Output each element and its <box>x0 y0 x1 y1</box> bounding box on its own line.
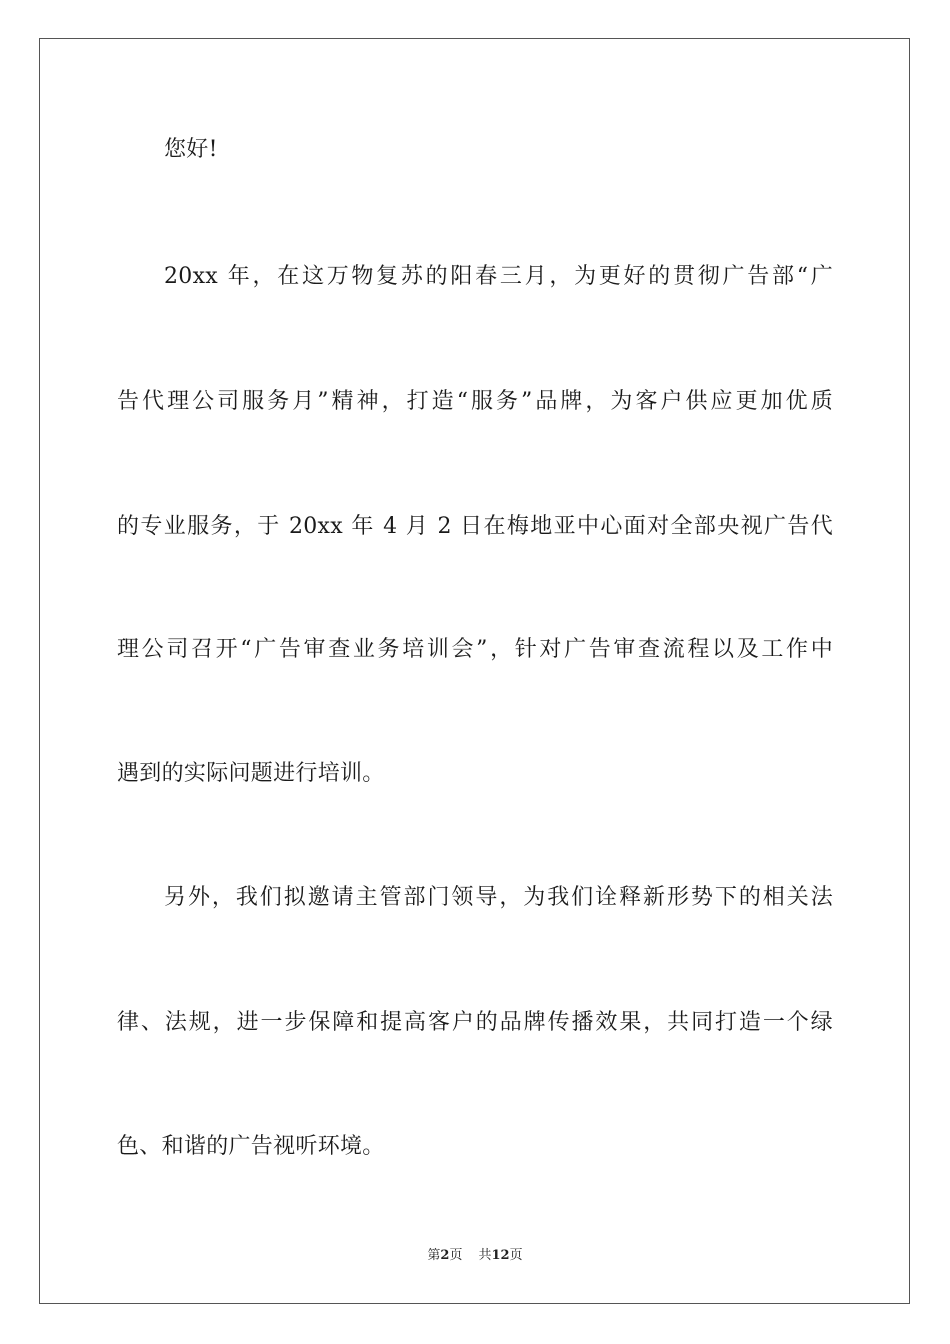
page-suffix: 页 <box>449 1248 463 1263</box>
paragraph-1-line-2: 告代理公司服务月”精神，打造“服务”品牌，为客户供应更加优质 <box>117 389 833 414</box>
paragraph-1-line-4: 理公司召开“广告审查业务培训会”，针对广告审查流程以及工作中 <box>117 637 833 662</box>
total-suffix: 页 <box>509 1248 523 1263</box>
paragraph-2-line-1: 另外，我们拟邀请主管部门领导，为我们诠释新形势下的相关法 <box>164 885 833 910</box>
paragraph-1-line-1: 20xx 年，在这万物复苏的阳春三月，为更好的贯彻广告部“广 <box>164 264 833 289</box>
paragraph-2-line-3: 色、和谐的广告视听环境。 <box>117 1134 385 1159</box>
paragraph-1-line-5: 遇到的实际问题进行培训。 <box>117 761 385 786</box>
total-pages: 12 <box>491 1248 510 1263</box>
greeting-line: 您好! <box>164 137 218 162</box>
total-prefix: 共 <box>478 1248 492 1263</box>
page-footer <box>0 1247 950 1265</box>
page-prefix: 第 <box>427 1248 441 1263</box>
paragraph-2-line-2: 律、法规，进一步保障和提高客户的品牌传播效果，共同打造一个绿 <box>117 1010 833 1035</box>
paragraph-1-line-3: 的专业服务，于 20xx 年 4 月 2 日在梅地亚中心面对全部央视广告代 <box>117 514 833 539</box>
page-border <box>39 38 910 1304</box>
page-number: 2 <box>440 1248 450 1263</box>
